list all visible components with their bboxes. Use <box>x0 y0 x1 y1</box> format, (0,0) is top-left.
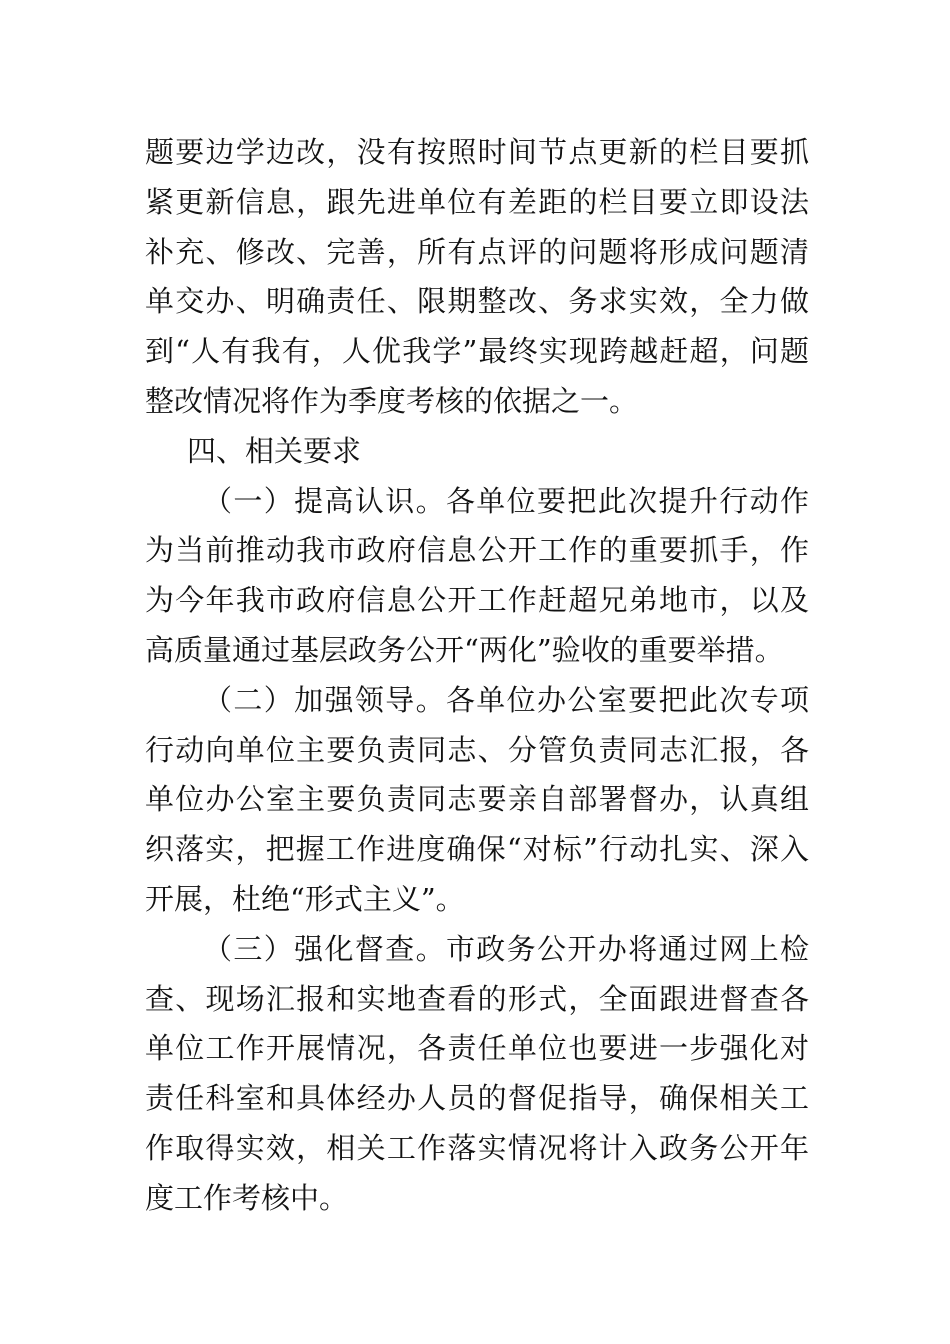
paragraph-item-2: （二）加强领导。各单位办公室要把此次专项行动向单位主要负责同志、分管负责同志汇报，各单位办公室主要负责同志要亲自部署督办，认真组织落实，把握工作进度确保“对标”行动扎实、深入开展，杜绝“形式主义”。 <box>145 682 809 916</box>
section-heading: 四、相关要求 <box>187 433 362 468</box>
paragraph-item-1: （一）提高认识。各单位要把此次提升行动作为当前推动我市政府信息公开工作的重要抓手，作为今年我市政府信息公开工作赶超兄弟地市，以及高质量通过基层政务公开“两化”验收的重要举措。 <box>145 483 809 667</box>
document-body <box>145 128 809 1224</box>
paragraph-continuation: 题要边学边改，没有按照时间节点更新的栏目要抓紧更新信息，跟先进单位有差距的栏目要立即设法补充、修改、完善，所有点评的问题将形成问题清单交办、明确责任、限期整改、务求实效，全力做到“人有我有，人优我学”最终实现跨越赶超，问题整改情况将作为季度考核的依据之一。 <box>145 135 809 418</box>
paragraph-item-3: （三）强化督查。市政务公开办将通过网上检查、现场汇报和实地查看的形式，全面跟进督查各单位工作开展情况，各责任单位也要进一步强化对责任科室和具体经办人员的督促指导，确保相关工作取得实效，相关工作落实情况将计入政务公开年度工作考核中。 <box>145 931 809 1215</box>
